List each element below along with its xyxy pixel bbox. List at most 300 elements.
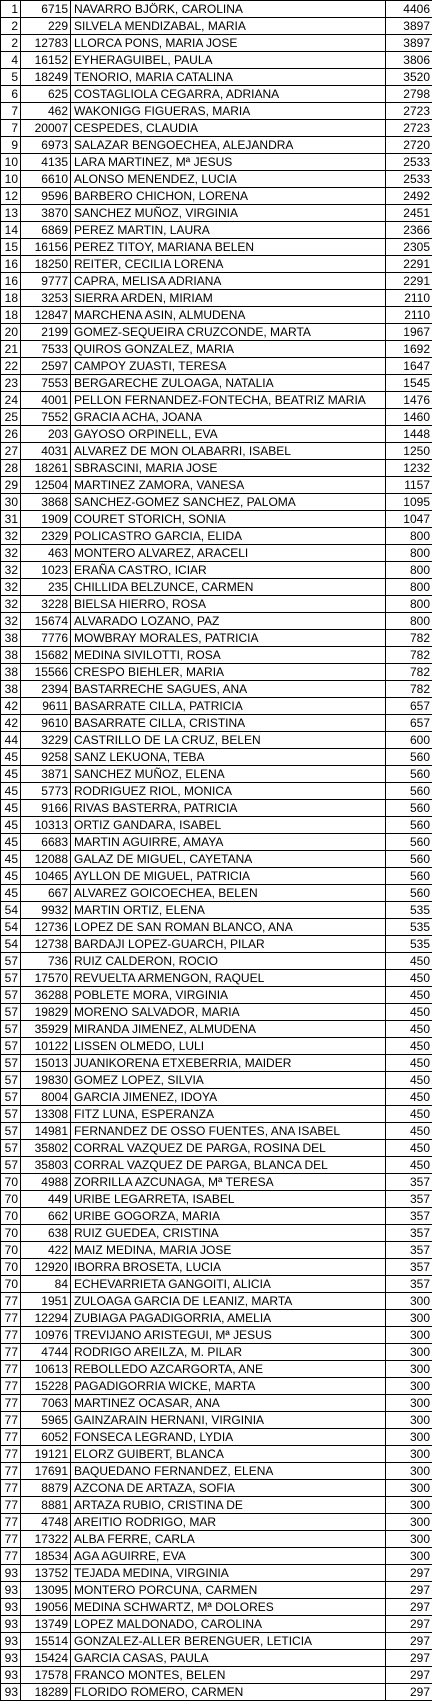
table-row: [1, 239, 432, 256]
player-id-cell: 5773: [21, 783, 71, 800]
points-cell: 657: [386, 715, 432, 732]
points-cell: 450: [386, 1123, 432, 1140]
points-cell: 560: [386, 885, 432, 902]
player-name-cell: MEDINA SCHWARTZ, Mª DOLORES: [71, 1599, 386, 1616]
table-row: [1, 698, 432, 715]
table-row: [1, 460, 432, 477]
player-id-cell: 9166: [21, 800, 71, 817]
table-row: [1, 273, 432, 290]
player-name-cell: URIBE GOGORZA, MARIA: [71, 1208, 386, 1225]
points-cell: 3897: [386, 35, 432, 52]
rank-cell: 16: [1, 273, 21, 290]
points-cell: 357: [386, 1208, 432, 1225]
rank-cell: 77: [1, 1548, 21, 1565]
rank-cell: 93: [1, 1616, 21, 1633]
points-cell: 450: [386, 953, 432, 970]
points-cell: 560: [386, 766, 432, 783]
rank-cell: 5: [1, 69, 21, 86]
player-name-cell: BASARRATE CILLA, PATRICIA: [71, 698, 386, 715]
points-cell: 297: [386, 1684, 432, 1701]
player-id-cell: 35929: [21, 1021, 71, 1038]
table-row: [1, 868, 432, 885]
points-cell: 1250: [386, 443, 432, 460]
rank-cell: 30: [1, 494, 21, 511]
player-name-cell: MEDINA SIVILOTTI, ROSA: [71, 647, 386, 664]
player-name-cell: REVUELTA ARMENGON, RAQUEL: [71, 970, 386, 987]
table-row: [1, 494, 432, 511]
player-id-cell: 18534: [21, 1548, 71, 1565]
table-row: [1, 1361, 432, 1378]
table-row: [1, 426, 432, 443]
points-cell: 1232: [386, 460, 432, 477]
player-name-cell: SILVELA MENDIZABAL, MARIA: [71, 18, 386, 35]
player-id-cell: 12920: [21, 1259, 71, 1276]
rank-cell: 45: [1, 834, 21, 851]
player-id-cell: 15514: [21, 1633, 71, 1650]
rank-cell: 12: [1, 188, 21, 205]
player-id-cell: 2394: [21, 681, 71, 698]
table-row: [1, 154, 432, 171]
table-row: [1, 885, 432, 902]
player-name-cell: GOMEZ LOPEZ, SILVIA: [71, 1072, 386, 1089]
points-cell: 300: [386, 1395, 432, 1412]
points-cell: 560: [386, 851, 432, 868]
table-row: [1, 1684, 432, 1701]
player-id-cell: 20007: [21, 120, 71, 137]
rank-cell: 57: [1, 970, 21, 987]
table-row: [1, 171, 432, 188]
rank-cell: 27: [1, 443, 21, 460]
points-cell: 300: [386, 1514, 432, 1531]
player-id-cell: 6715: [21, 1, 71, 18]
rank-cell: 93: [1, 1650, 21, 1667]
table-row: [1, 1004, 432, 1021]
player-id-cell: 16152: [21, 52, 71, 69]
player-name-cell: AREITIO RODRIGO, MAR: [71, 1514, 386, 1531]
player-id-cell: 10313: [21, 817, 71, 834]
player-id-cell: 15682: [21, 647, 71, 664]
table-row: [1, 1140, 432, 1157]
rank-cell: 45: [1, 766, 21, 783]
rank-cell: 32: [1, 562, 21, 579]
points-cell: 2305: [386, 239, 432, 256]
player-name-cell: SANCHEZ MUÑOZ, ELENA: [71, 766, 386, 783]
player-id-cell: 4001: [21, 392, 71, 409]
player-id-cell: 203: [21, 426, 71, 443]
player-name-cell: LOPEZ DE SAN ROMAN BLANCO, ANA: [71, 919, 386, 936]
rank-cell: 77: [1, 1344, 21, 1361]
table-row: [1, 834, 432, 851]
player-id-cell: 625: [21, 86, 71, 103]
player-id-cell: 16156: [21, 239, 71, 256]
rank-cell: 57: [1, 1089, 21, 1106]
table-row: [1, 341, 432, 358]
rank-cell: 93: [1, 1667, 21, 1684]
player-id-cell: 15013: [21, 1055, 71, 1072]
player-id-cell: 17578: [21, 1667, 71, 1684]
points-cell: 450: [386, 1106, 432, 1123]
player-id-cell: 17570: [21, 970, 71, 987]
table-row: [1, 290, 432, 307]
player-name-cell: LLORCA PONS, MARIA JOSE: [71, 35, 386, 52]
player-id-cell: 1951: [21, 1293, 71, 1310]
player-id-cell: 9596: [21, 188, 71, 205]
rank-cell: 24: [1, 392, 21, 409]
rank-cell: 6: [1, 86, 21, 103]
rank-cell: 4: [1, 52, 21, 69]
player-name-cell: BARBERO CHICHON, LORENA: [71, 188, 386, 205]
table-row: [1, 18, 432, 35]
player-name-cell: ELORZ GUIBERT, BLANCA: [71, 1446, 386, 1463]
player-id-cell: 17691: [21, 1463, 71, 1480]
player-id-cell: 4988: [21, 1174, 71, 1191]
table-row: [1, 681, 432, 698]
player-name-cell: URIBE LEGARRETA, ISABEL: [71, 1191, 386, 1208]
points-cell: 357: [386, 1174, 432, 1191]
rank-cell: 18: [1, 290, 21, 307]
player-name-cell: GARCIA CASAS, PAULA: [71, 1650, 386, 1667]
player-name-cell: RIVAS BASTERRA, PATRICIA: [71, 800, 386, 817]
player-name-cell: CORRAL VAZQUEZ DE PARGA, BLANCA DEL: [71, 1157, 386, 1174]
points-cell: 1476: [386, 392, 432, 409]
rank-cell: 93: [1, 1565, 21, 1582]
player-name-cell: PELLON FERNANDEZ-FONTECHA, BEATRIZ MARIA: [71, 392, 386, 409]
player-id-cell: 12088: [21, 851, 71, 868]
rank-cell: 29: [1, 477, 21, 494]
player-id-cell: 4744: [21, 1344, 71, 1361]
points-cell: 2366: [386, 222, 432, 239]
player-id-cell: 6052: [21, 1429, 71, 1446]
points-cell: 357: [386, 1259, 432, 1276]
player-name-cell: MOWBRAY MORALES, PATRICIA: [71, 630, 386, 647]
player-name-cell: MARCHENA ASIN, ALMUDENA: [71, 307, 386, 324]
points-cell: 1647: [386, 358, 432, 375]
table-row: [1, 222, 432, 239]
table-row: [1, 1412, 432, 1429]
rank-cell: 28: [1, 460, 21, 477]
player-id-cell: 10613: [21, 1361, 71, 1378]
points-cell: 800: [386, 545, 432, 562]
player-name-cell: AYLLON DE MIGUEL, PATRICIA: [71, 868, 386, 885]
rank-cell: 57: [1, 1004, 21, 1021]
player-id-cell: 7553: [21, 375, 71, 392]
player-name-cell: RODRIGUEZ RIOL, MONICA: [71, 783, 386, 800]
player-id-cell: 6973: [21, 137, 71, 154]
player-name-cell: JUANIKORENA ETXEBERRIA, MAIDER: [71, 1055, 386, 1072]
table-row: [1, 783, 432, 800]
rank-cell: 38: [1, 664, 21, 681]
table-row: [1, 1038, 432, 1055]
points-cell: 300: [386, 1412, 432, 1429]
points-cell: 800: [386, 528, 432, 545]
table-row: [1, 1378, 432, 1395]
player-name-cell: SIERRA ARDEN, MIRIAM: [71, 290, 386, 307]
points-cell: 1157: [386, 477, 432, 494]
player-id-cell: 638: [21, 1225, 71, 1242]
rank-cell: 31: [1, 511, 21, 528]
player-id-cell: 9932: [21, 902, 71, 919]
rank-cell: 57: [1, 1157, 21, 1174]
table-row: [1, 579, 432, 596]
points-cell: 2533: [386, 154, 432, 171]
table-row: [1, 817, 432, 834]
player-id-cell: 35802: [21, 1140, 71, 1157]
table-row: [1, 477, 432, 494]
player-name-cell: LISSEN OLMEDO, LULI: [71, 1038, 386, 1055]
rank-cell: 70: [1, 1225, 21, 1242]
table-row: [1, 1293, 432, 1310]
points-cell: 2533: [386, 171, 432, 188]
player-name-cell: RODRIGO AREILZA, M. PILAR: [71, 1344, 386, 1361]
rank-cell: 32: [1, 528, 21, 545]
player-id-cell: 6610: [21, 171, 71, 188]
table-row: [1, 35, 432, 52]
points-cell: 300: [386, 1548, 432, 1565]
player-id-cell: 462: [21, 103, 71, 120]
rank-cell: 45: [1, 885, 21, 902]
player-id-cell: 229: [21, 18, 71, 35]
player-name-cell: SBRASCINI, MARIA JOSE: [71, 460, 386, 477]
rank-cell: 77: [1, 1327, 21, 1344]
table-row: [1, 1565, 432, 1582]
table-row: [1, 392, 432, 409]
player-id-cell: 9610: [21, 715, 71, 732]
table-row: [1, 69, 432, 86]
table-row: [1, 749, 432, 766]
player-name-cell: GAYOSO ORPINELL, EVA: [71, 426, 386, 443]
player-name-cell: CORRAL VAZQUEZ DE PARGA, ROSINA DEL: [71, 1140, 386, 1157]
table-row: [1, 732, 432, 749]
player-id-cell: 13308: [21, 1106, 71, 1123]
rank-cell: 45: [1, 817, 21, 834]
player-id-cell: 12504: [21, 477, 71, 494]
rank-cell: 57: [1, 1106, 21, 1123]
rank-cell: 77: [1, 1497, 21, 1514]
rank-cell: 54: [1, 936, 21, 953]
points-cell: 800: [386, 613, 432, 630]
points-cell: 1692: [386, 341, 432, 358]
table-row: [1, 596, 432, 613]
player-id-cell: 422: [21, 1242, 71, 1259]
table-row: [1, 1616, 432, 1633]
player-id-cell: 4031: [21, 443, 71, 460]
table-row: [1, 1667, 432, 1684]
player-id-cell: 15424: [21, 1650, 71, 1667]
table-row: [1, 1497, 432, 1514]
points-cell: 300: [386, 1497, 432, 1514]
rank-cell: 10: [1, 171, 21, 188]
table-row: [1, 1191, 432, 1208]
points-cell: 450: [386, 987, 432, 1004]
points-cell: 300: [386, 1344, 432, 1361]
table-row: [1, 919, 432, 936]
player-name-cell: SANZ LEKUONA, TEBA: [71, 749, 386, 766]
table-row: [1, 52, 432, 69]
points-cell: 4406: [386, 1, 432, 18]
table-row: [1, 1242, 432, 1259]
table-row: [1, 613, 432, 630]
player-name-cell: BASTARRECHE SAGUES, ANA: [71, 681, 386, 698]
player-name-cell: LARA MARTINEZ, Mª JESUS: [71, 154, 386, 171]
rank-cell: 25: [1, 409, 21, 426]
table-row: [1, 902, 432, 919]
player-name-cell: SALAZAR BENGOECHEA, ALEJANDRA: [71, 137, 386, 154]
points-cell: 297: [386, 1616, 432, 1633]
table-row: [1, 851, 432, 868]
rank-cell: 70: [1, 1276, 21, 1293]
player-name-cell: MARTIN AGUIRRE, AMAYA: [71, 834, 386, 851]
table-row: [1, 1225, 432, 1242]
player-id-cell: 5965: [21, 1412, 71, 1429]
player-name-cell: BERGARECHE ZULOAGA, NATALIA: [71, 375, 386, 392]
points-cell: 450: [386, 1157, 432, 1174]
rank-cell: 23: [1, 375, 21, 392]
rank-cell: 77: [1, 1395, 21, 1412]
player-id-cell: 14981: [21, 1123, 71, 1140]
player-name-cell: MORENO SALVADOR, MARIA: [71, 1004, 386, 1021]
player-id-cell: 15566: [21, 664, 71, 681]
player-id-cell: 3228: [21, 596, 71, 613]
player-id-cell: 9777: [21, 273, 71, 290]
player-id-cell: 7533: [21, 341, 71, 358]
points-cell: 3806: [386, 52, 432, 69]
player-name-cell: ERAÑA CASTRO, ICIAR: [71, 562, 386, 579]
player-name-cell: AZCONA DE ARTAZA, SOFIA: [71, 1480, 386, 1497]
table-row: [1, 1395, 432, 1412]
player-name-cell: MONTERO ALVAREZ, ARACELI: [71, 545, 386, 562]
ranking-table-body: [1, 1, 432, 1701]
table-row: [1, 936, 432, 953]
rank-cell: 45: [1, 749, 21, 766]
player-name-cell: AGA AGUIRRE, EVA: [71, 1548, 386, 1565]
player-name-cell: ZORRILLA AZCUNAGA, Mª TERESA: [71, 1174, 386, 1191]
table-row: [1, 307, 432, 324]
player-id-cell: 6869: [21, 222, 71, 239]
player-id-cell: 667: [21, 885, 71, 902]
points-cell: 357: [386, 1276, 432, 1293]
player-name-cell: WAKONIGG FIGUERAS, MARIA: [71, 103, 386, 120]
player-name-cell: SANCHEZ-GOMEZ SANCHEZ, PALOMA: [71, 494, 386, 511]
table-row: [1, 970, 432, 987]
points-cell: 2291: [386, 273, 432, 290]
player-name-cell: RUIZ CALDERON, ROCIO: [71, 953, 386, 970]
rank-cell: 16: [1, 256, 21, 273]
points-cell: 782: [386, 630, 432, 647]
player-name-cell: RUIZ GUEDEA, CRISTINA: [71, 1225, 386, 1242]
table-row: [1, 528, 432, 545]
rank-cell: 20: [1, 324, 21, 341]
player-name-cell: CAMPOY ZUASTI, TERESA: [71, 358, 386, 375]
player-id-cell: 13095: [21, 1582, 71, 1599]
table-row: [1, 630, 432, 647]
player-name-cell: TREVIJANO ARISTEGUI, Mª JESUS: [71, 1327, 386, 1344]
rank-cell: 32: [1, 545, 21, 562]
table-row: [1, 953, 432, 970]
player-id-cell: 9258: [21, 749, 71, 766]
player-name-cell: ALVAREZ GOICOECHEA, BELEN: [71, 885, 386, 902]
points-cell: 2451: [386, 205, 432, 222]
player-name-cell: GONZALEZ-ALLER BERENGUER, LETICIA: [71, 1633, 386, 1650]
player-id-cell: 12736: [21, 919, 71, 936]
table-row: [1, 1157, 432, 1174]
points-cell: 300: [386, 1463, 432, 1480]
table-row: [1, 647, 432, 664]
points-cell: 297: [386, 1565, 432, 1582]
points-cell: 2110: [386, 290, 432, 307]
points-cell: 800: [386, 579, 432, 596]
points-cell: 300: [386, 1310, 432, 1327]
player-name-cell: IBORRA BROSETA, LUCIA: [71, 1259, 386, 1276]
points-cell: 535: [386, 936, 432, 953]
player-name-cell: GALAZ DE MIGUEL, CAYETANA: [71, 851, 386, 868]
rank-cell: 32: [1, 613, 21, 630]
rank-cell: 70: [1, 1208, 21, 1225]
player-id-cell: 15674: [21, 613, 71, 630]
player-id-cell: 736: [21, 953, 71, 970]
player-name-cell: LOPEZ MALDONADO, CAROLINA: [71, 1616, 386, 1633]
points-cell: 450: [386, 1140, 432, 1157]
points-cell: 2492: [386, 188, 432, 205]
table-row: [1, 1582, 432, 1599]
points-cell: 2110: [386, 307, 432, 324]
points-cell: 1460: [386, 409, 432, 426]
rank-cell: 10: [1, 154, 21, 171]
player-name-cell: TENORIO, MARIA CATALINA: [71, 69, 386, 86]
rank-cell: 93: [1, 1599, 21, 1616]
points-cell: 300: [386, 1378, 432, 1395]
player-id-cell: 463: [21, 545, 71, 562]
table-row: [1, 1021, 432, 1038]
player-id-cell: 7063: [21, 1395, 71, 1412]
points-cell: 1545: [386, 375, 432, 392]
player-name-cell: COURET STORICH, SONIA: [71, 511, 386, 528]
table-row: [1, 987, 432, 1004]
player-id-cell: 449: [21, 1191, 71, 1208]
rank-cell: 70: [1, 1174, 21, 1191]
player-name-cell: REBOLLEDO AZCARGORTA, ANE: [71, 1361, 386, 1378]
player-id-cell: 19829: [21, 1004, 71, 1021]
points-cell: 450: [386, 1089, 432, 1106]
table-row: [1, 664, 432, 681]
points-cell: 297: [386, 1582, 432, 1599]
rank-cell: 2: [1, 35, 21, 52]
player-name-cell: POLICASTRO GARCIA, ELIDA: [71, 528, 386, 545]
table-row: [1, 1123, 432, 1140]
player-id-cell: 12294: [21, 1310, 71, 1327]
table-row: [1, 1463, 432, 1480]
rank-cell: 32: [1, 596, 21, 613]
rank-cell: 45: [1, 783, 21, 800]
points-cell: 657: [386, 698, 432, 715]
table-row: [1, 1429, 432, 1446]
player-id-cell: 3870: [21, 205, 71, 222]
player-name-cell: PAGADIGORRIA WICKE, MARTA: [71, 1378, 386, 1395]
player-name-cell: NAVARRO BJÖRK, CAROLINA: [71, 1, 386, 18]
player-id-cell: 4748: [21, 1514, 71, 1531]
player-name-cell: BASARRATE CILLA, CRISTINA: [71, 715, 386, 732]
rank-cell: 44: [1, 732, 21, 749]
player-id-cell: 1909: [21, 511, 71, 528]
player-name-cell: POBLETE MORA, VIRGINIA: [71, 987, 386, 1004]
player-name-cell: ZUBIAGA PAGADIGORRIA, AMELIA: [71, 1310, 386, 1327]
player-id-cell: 10465: [21, 868, 71, 885]
rank-cell: 2: [1, 18, 21, 35]
points-cell: 600: [386, 732, 432, 749]
player-id-cell: 3871: [21, 766, 71, 783]
rank-cell: 7: [1, 103, 21, 120]
player-id-cell: 235: [21, 579, 71, 596]
points-cell: 1095: [386, 494, 432, 511]
